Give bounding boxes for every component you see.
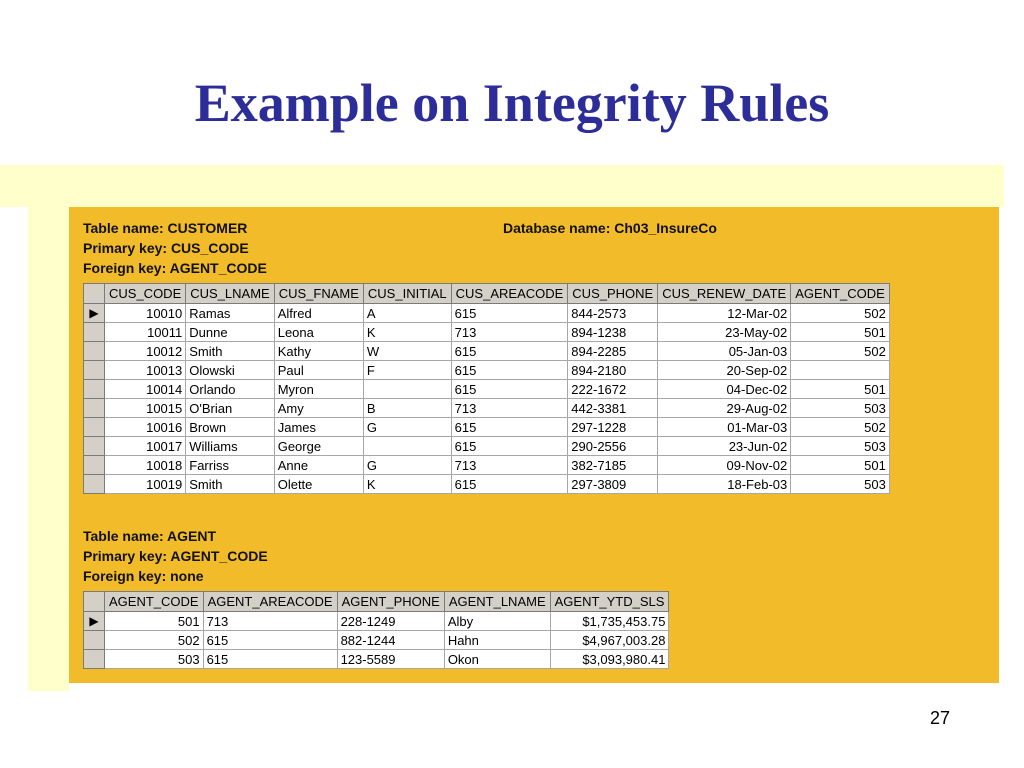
table-cell[interactable]: K <box>363 323 451 342</box>
table-cell[interactable]: Okon <box>444 650 550 669</box>
table-cell[interactable]: 713 <box>451 323 568 342</box>
table-cell[interactable]: 10010 <box>105 304 186 323</box>
header-band <box>0 165 1004 207</box>
database-name: Database name: Ch03_InsureCo <box>503 220 717 236</box>
table-cell[interactable]: 05-Jan-03 <box>658 342 791 361</box>
agent-foreign-key: Foreign key: none <box>83 568 204 584</box>
table-cell[interactable]: A <box>363 304 451 323</box>
table-cell[interactable]: George <box>274 437 363 456</box>
table-cell[interactable] <box>363 437 451 456</box>
table-cell[interactable]: 297-1228 <box>568 418 658 437</box>
column-header[interactable]: AGENT_YTD_SLS <box>550 592 669 612</box>
table-row[interactable] <box>84 475 890 494</box>
table-cell[interactable]: O'Brian <box>186 399 274 418</box>
table-cell[interactable]: F <box>363 361 451 380</box>
table-cell[interactable]: 503 <box>105 650 204 669</box>
row-selector[interactable] <box>84 304 105 323</box>
table-cell[interactable]: 23-May-02 <box>658 323 791 342</box>
table-row[interactable] <box>84 650 669 669</box>
table-cell[interactable]: 501 <box>791 323 890 342</box>
table-cell[interactable]: 10019 <box>105 475 186 494</box>
column-header[interactable]: CUS_PHONE <box>568 284 658 304</box>
slide-title: Example on Integrity Rules <box>194 73 830 133</box>
table-cell[interactable]: Dunne <box>186 323 274 342</box>
table-cell[interactable]: 615 <box>451 475 568 494</box>
table-row[interactable] <box>84 361 890 380</box>
table-cell[interactable]: 290-2556 <box>568 437 658 456</box>
table-cell[interactable]: 01-Mar-03 <box>658 418 791 437</box>
column-header[interactable]: CUS_FNAME <box>274 284 363 304</box>
table-cell[interactable]: 297-3809 <box>568 475 658 494</box>
table-cell[interactable]: 04-Dec-02 <box>658 380 791 399</box>
table-row[interactable] <box>84 418 890 437</box>
table-cell[interactable]: 10015 <box>105 399 186 418</box>
table-cell[interactable]: 502 <box>791 304 890 323</box>
table-row[interactable] <box>84 304 890 323</box>
table-cell[interactable]: 10018 <box>105 456 186 475</box>
customer-primary-key: Primary key: CUS_CODE <box>83 240 249 256</box>
table-cell[interactable]: G <box>363 456 451 475</box>
agent-table-info <box>83 526 268 586</box>
column-header[interactable]: CUS_INITIAL <box>363 284 451 304</box>
column-header[interactable]: AGENT_CODE <box>105 592 204 612</box>
table-cell[interactable]: Smith <box>186 342 274 361</box>
table-cell[interactable]: Alfred <box>274 304 363 323</box>
table-cell[interactable]: 23-Jun-02 <box>658 437 791 456</box>
table-cell[interactable]: 10016 <box>105 418 186 437</box>
column-header[interactable]: AGENT_CODE <box>791 284 890 304</box>
table-cell[interactable]: 615 <box>451 418 568 437</box>
table-cell[interactable]: Anne <box>274 456 363 475</box>
agent-primary-key: Primary key: AGENT_CODE <box>83 548 268 564</box>
table-row[interactable] <box>84 380 890 399</box>
table-cell[interactable]: 615 <box>203 650 337 669</box>
table-cell[interactable]: 502 <box>791 342 890 361</box>
table-cell[interactable]: Olette <box>274 475 363 494</box>
table-cell[interactable]: Ramas <box>186 304 274 323</box>
table-cell[interactable]: 502 <box>791 418 890 437</box>
row-selector[interactable] <box>84 361 105 380</box>
table-cell[interactable]: 713 <box>451 456 568 475</box>
table-cell[interactable]: 713 <box>451 399 568 418</box>
agent-table-name: Table name: AGENT <box>83 528 217 544</box>
column-header[interactable]: AGENT_AREACODE <box>203 592 337 612</box>
table-cell[interactable]: 222-1672 <box>568 380 658 399</box>
table-cell[interactable]: Smith <box>186 475 274 494</box>
table-cell[interactable]: 10012 <box>105 342 186 361</box>
table-cell[interactable]: 09-Nov-02 <box>658 456 791 475</box>
table-cell[interactable]: Leona <box>274 323 363 342</box>
table-cell[interactable]: Kathy <box>274 342 363 361</box>
table-cell[interactable] <box>791 361 890 380</box>
table-cell[interactable]: 615 <box>451 380 568 399</box>
row-selector[interactable] <box>84 475 105 494</box>
column-header[interactable]: CUS_CODE <box>105 284 186 304</box>
table-cell[interactable]: 615 <box>451 342 568 361</box>
table-cell[interactable]: 503 <box>791 437 890 456</box>
table-cell[interactable]: 615 <box>451 437 568 456</box>
table-cell[interactable]: 10014 <box>105 380 186 399</box>
row-selector[interactable] <box>84 380 105 399</box>
table-cell[interactable]: Hahn <box>444 631 550 650</box>
table-cell[interactable]: 442-3381 <box>568 399 658 418</box>
row-selector[interactable] <box>84 612 105 631</box>
table-cell[interactable]: 894-2180 <box>568 361 658 380</box>
table-cell[interactable]: Alby <box>444 612 550 631</box>
customer-foreign-key: Foreign key: AGENT_CODE <box>83 260 267 276</box>
grid-corner-cell <box>84 284 105 304</box>
table-cell[interactable]: Brown <box>186 418 274 437</box>
table-cell[interactable]: 29-Aug-02 <box>658 399 791 418</box>
table-row[interactable] <box>84 456 890 475</box>
table-cell[interactable]: 502 <box>105 631 204 650</box>
table-cell[interactable]: James <box>274 418 363 437</box>
table-cell[interactable]: 894-1238 <box>568 323 658 342</box>
column-header[interactable]: AGENT_PHONE <box>337 592 444 612</box>
table-cell[interactable]: K <box>363 475 451 494</box>
table-cell[interactable]: 894-2285 <box>568 342 658 361</box>
table-cell[interactable]: 882-1244 <box>337 631 444 650</box>
table-cell[interactable]: 501 <box>791 380 890 399</box>
table-cell[interactable]: 844-2573 <box>568 304 658 323</box>
table-cell[interactable]: 18-Feb-03 <box>658 475 791 494</box>
customer-table-info <box>83 218 267 278</box>
record-pointer-icon: ▶ <box>89 306 99 320</box>
grid-corner-cell <box>84 592 105 612</box>
table-cell[interactable]: $3,093,980.41 <box>550 650 669 669</box>
column-header[interactable]: AGENT_LNAME <box>444 592 550 612</box>
table-cell[interactable]: 615 <box>451 304 568 323</box>
table-cell[interactable]: B <box>363 399 451 418</box>
record-pointer-icon: ▶ <box>89 614 99 628</box>
table-cell[interactable]: 503 <box>791 399 890 418</box>
table-row[interactable] <box>84 399 890 418</box>
row-selector[interactable] <box>84 650 105 669</box>
table-cell[interactable]: Paul <box>274 361 363 380</box>
table-cell[interactable]: 228-1249 <box>337 612 444 631</box>
table-cell[interactable]: 20-Sep-02 <box>658 361 791 380</box>
agent-table <box>83 591 669 669</box>
table-cell[interactable]: G <box>363 418 451 437</box>
table-cell[interactable]: Amy <box>274 399 363 418</box>
customer-table <box>83 283 890 494</box>
table-cell[interactable]: $1,735,453.75 <box>550 612 669 631</box>
table-cell[interactable]: 615 <box>451 361 568 380</box>
table-cell[interactable] <box>363 380 451 399</box>
column-header[interactable]: CUS_AREACODE <box>451 284 568 304</box>
table-cell[interactable]: 10017 <box>105 437 186 456</box>
table-cell[interactable]: $4,967,003.28 <box>550 631 669 650</box>
table-row[interactable] <box>84 631 669 650</box>
table-row[interactable] <box>84 612 669 631</box>
table-row[interactable] <box>84 342 890 361</box>
table-row[interactable] <box>84 323 890 342</box>
table-cell[interactable]: 10011 <box>105 323 186 342</box>
row-selector[interactable] <box>84 399 105 418</box>
row-selector[interactable] <box>84 323 105 342</box>
table-cell[interactable]: Myron <box>274 380 363 399</box>
table-cell[interactable]: 503 <box>791 475 890 494</box>
column-header[interactable]: CUS_RENEW_DATE <box>658 284 791 304</box>
table-cell[interactable]: Orlando <box>186 380 274 399</box>
left-accent-bar <box>28 207 69 691</box>
row-selector[interactable] <box>84 342 105 361</box>
row-selector[interactable] <box>84 631 105 650</box>
row-selector[interactable] <box>84 456 105 475</box>
table-cell[interactable]: 501 <box>105 612 204 631</box>
page-number: 27 <box>930 708 951 728</box>
table-cell[interactable]: Williams <box>186 437 274 456</box>
row-selector[interactable] <box>84 437 105 456</box>
row-selector[interactable] <box>84 418 105 437</box>
table-cell[interactable]: 123-5589 <box>337 650 444 669</box>
table-cell[interactable]: 10013 <box>105 361 186 380</box>
table-cell[interactable]: W <box>363 342 451 361</box>
table-cell[interactable]: 615 <box>203 631 337 650</box>
table-cell[interactable]: 382-7185 <box>568 456 658 475</box>
column-header[interactable]: CUS_LNAME <box>186 284 274 304</box>
table-cell[interactable]: Olowski <box>186 361 274 380</box>
table-cell[interactable]: 713 <box>203 612 337 631</box>
table-row[interactable] <box>84 437 890 456</box>
customer-table-name: Table name: CUSTOMER <box>83 220 248 236</box>
table-cell[interactable]: 501 <box>791 456 890 475</box>
table-cell[interactable]: Farriss <box>186 456 274 475</box>
table-cell[interactable]: 12-Mar-02 <box>658 304 791 323</box>
